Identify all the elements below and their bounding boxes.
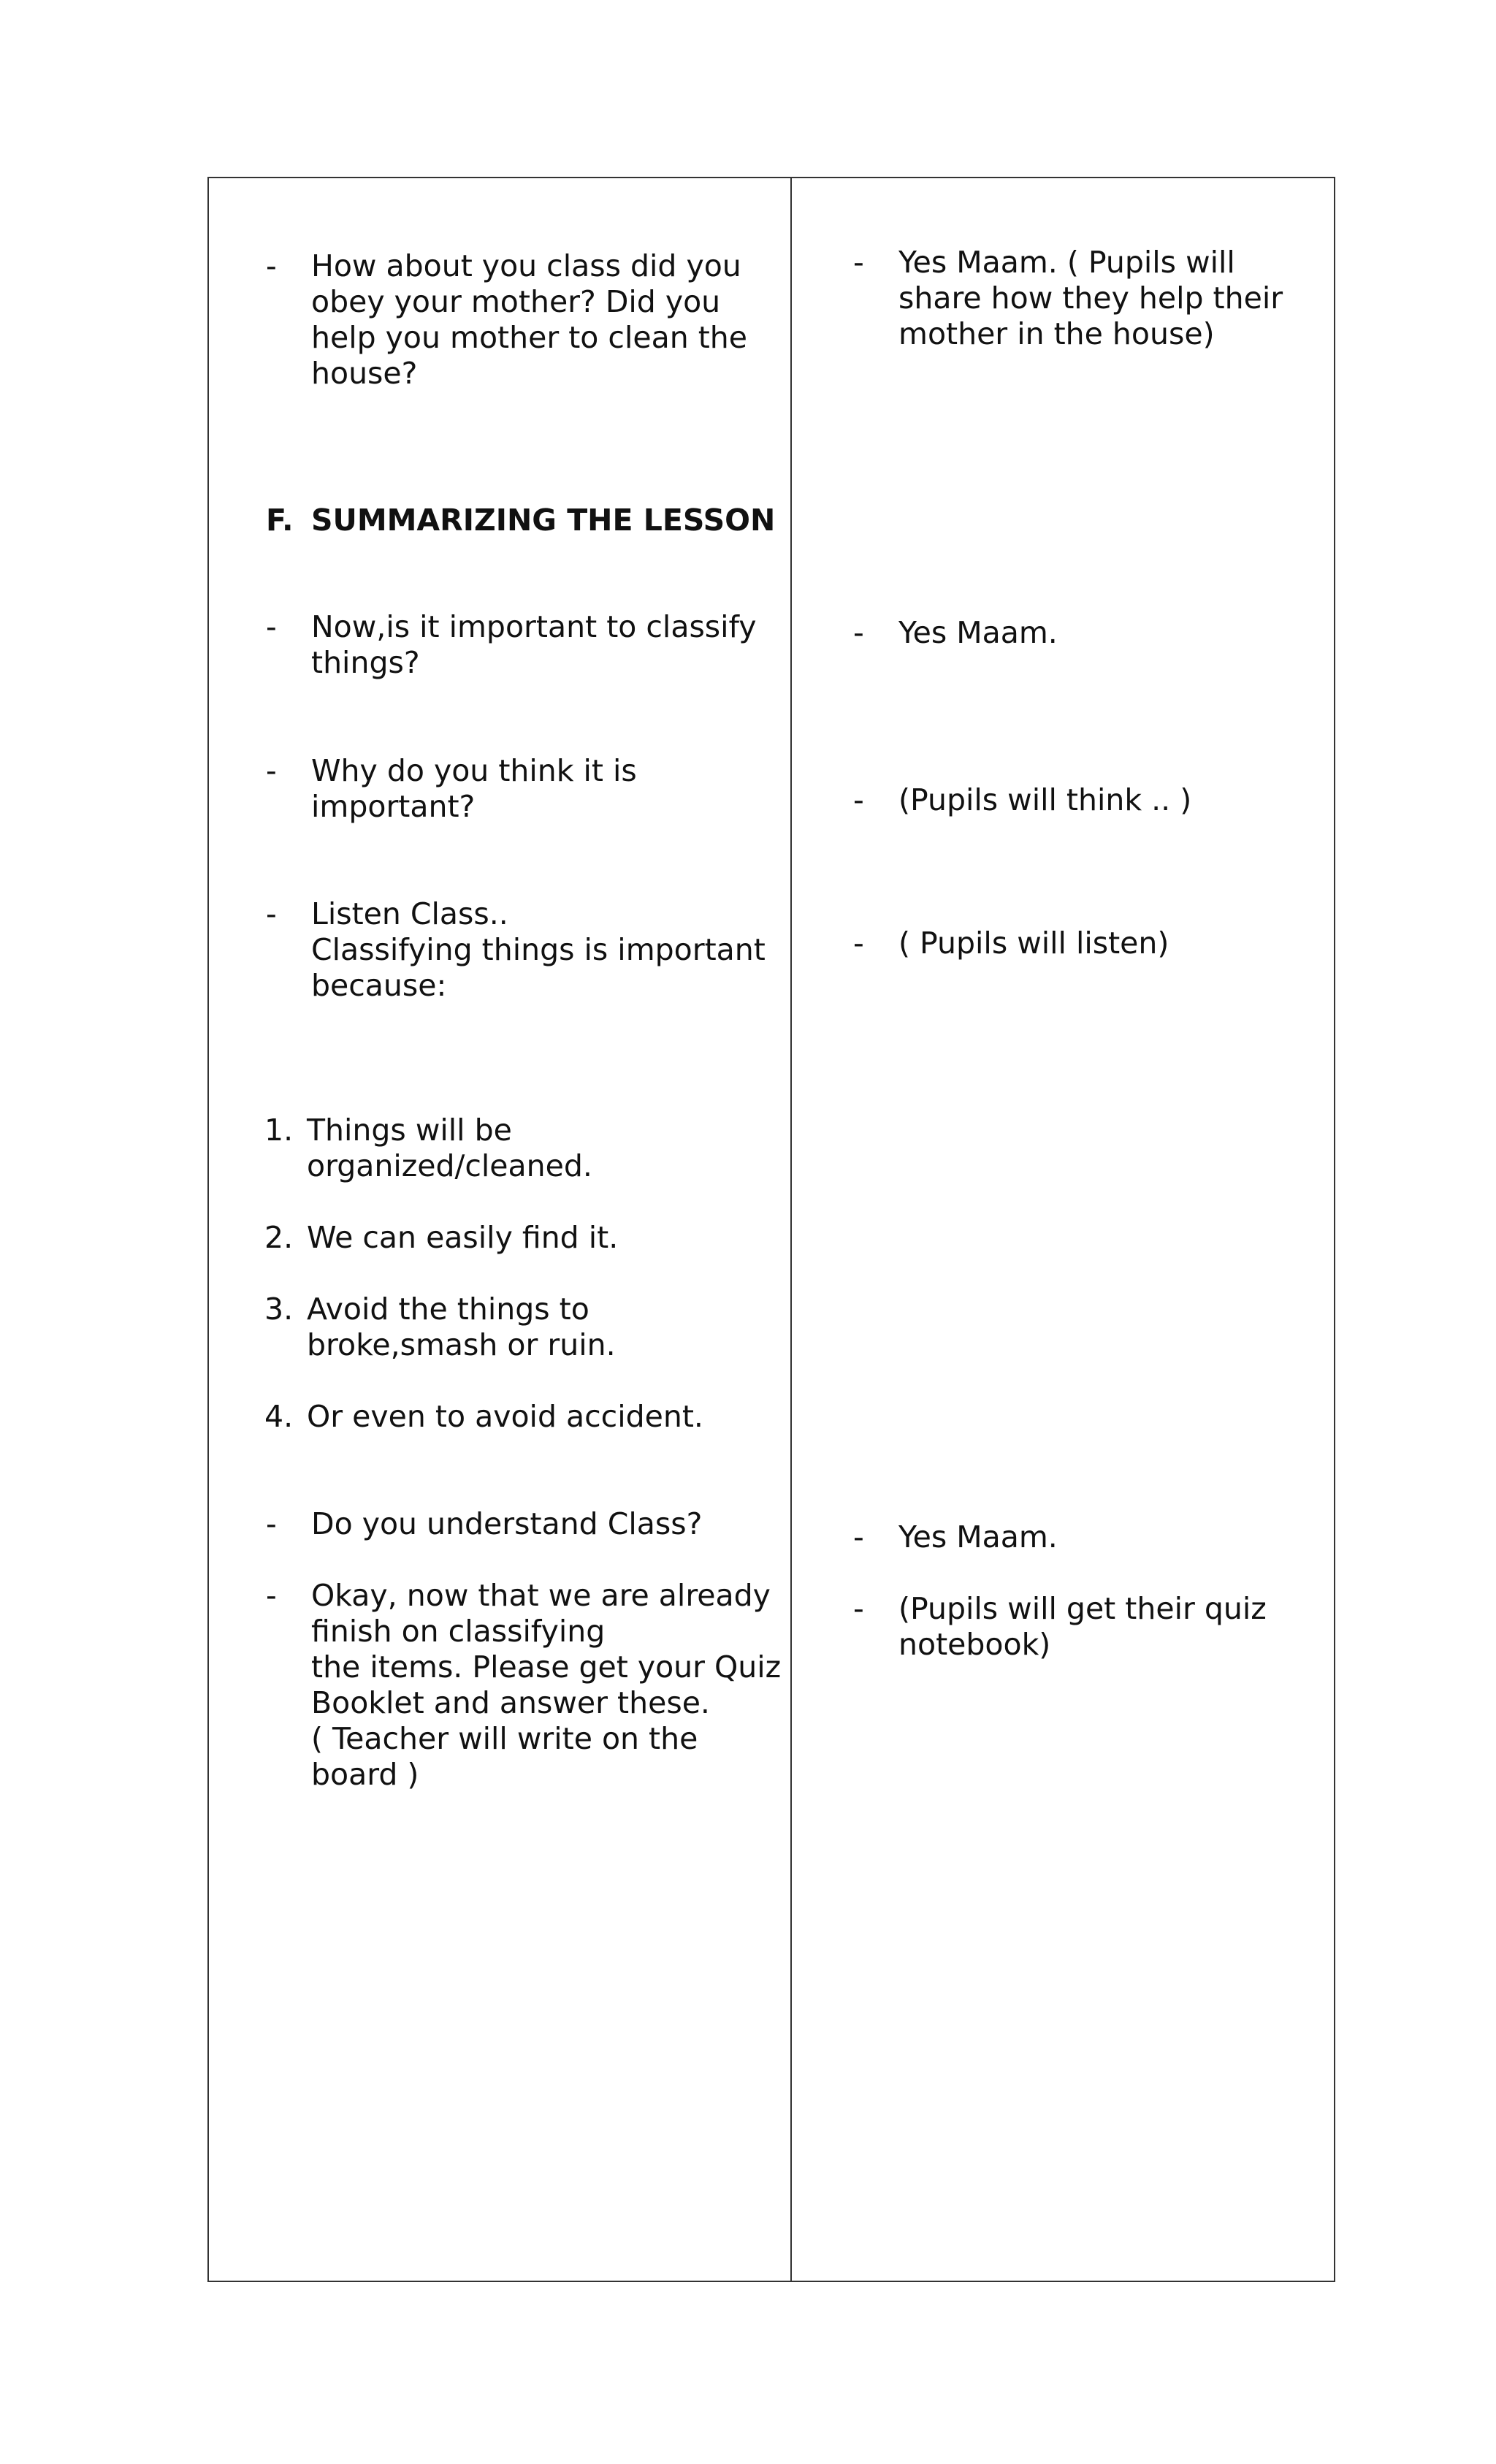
bullet-dash: - — [853, 1519, 864, 1555]
bullet-dash: - — [266, 896, 277, 931]
bullet-dash: - — [266, 753, 277, 788]
list-number: 1. — [264, 1113, 294, 1148]
teacher-question-text: How about you class did you obey your mother? Did you help you mother to clean the house? — [311, 248, 748, 391]
bullet-dash: - — [266, 248, 277, 283]
pupil-answer-text: (Pupils will get their quiz notebook) — [898, 1591, 1267, 1662]
list-number: 3. — [264, 1292, 294, 1327]
pupil-answer-text: Yes Maam. — [898, 1519, 1058, 1555]
bullet-dash: - — [853, 245, 864, 280]
bullet-dash: - — [853, 615, 864, 650]
reason-text: Or even to avoid accident. — [307, 1399, 703, 1434]
bullet-dash: - — [266, 1506, 277, 1541]
bullet-dash: - — [853, 782, 864, 817]
list-number: 4. — [264, 1399, 294, 1434]
pupil-answer-text: Yes Maam. — [898, 615, 1058, 650]
teacher-question-text: Now,is it important to classify things? — [311, 609, 757, 680]
bullet-dash: - — [853, 926, 864, 961]
pupil-answer-text: (Pupils will think .. ) — [898, 782, 1192, 817]
list-number: 2. — [264, 1220, 294, 1255]
teacher-question-text: Why do you think it is important? — [311, 753, 637, 824]
reason-text: Things will be organized/cleaned. — [307, 1113, 592, 1183]
pupil-answer-text: Yes Maam. ( Pupils will share how they help their mother in the house) — [898, 245, 1283, 351]
bullet-dash: - — [266, 609, 277, 644]
reason-text: Avoid the things to broke,smash or ruin. — [307, 1292, 616, 1362]
bullet-dash: - — [853, 1591, 864, 1626]
bullet-dash: - — [266, 1578, 277, 1613]
pupil-answer-text: ( Pupils will listen) — [898, 926, 1169, 961]
section-heading-summarizing — [266, 503, 776, 538]
teacher-question-text: Do you understand Class? — [311, 1506, 703, 1541]
reason-text: We can easily find it. — [307, 1220, 619, 1255]
teacher-instruction-text: Okay, now that we are already finish on classifying the items. Please get your Quiz Booklet and answer these. ( Teacher will write on the board ) — [311, 1578, 782, 1792]
section-title: SUMMARIZING THE LESSON — [311, 503, 776, 538]
teacher-statement-text: Listen Class.. Classifying things is important because: — [311, 896, 766, 1003]
section-letter: F. — [266, 503, 294, 538]
